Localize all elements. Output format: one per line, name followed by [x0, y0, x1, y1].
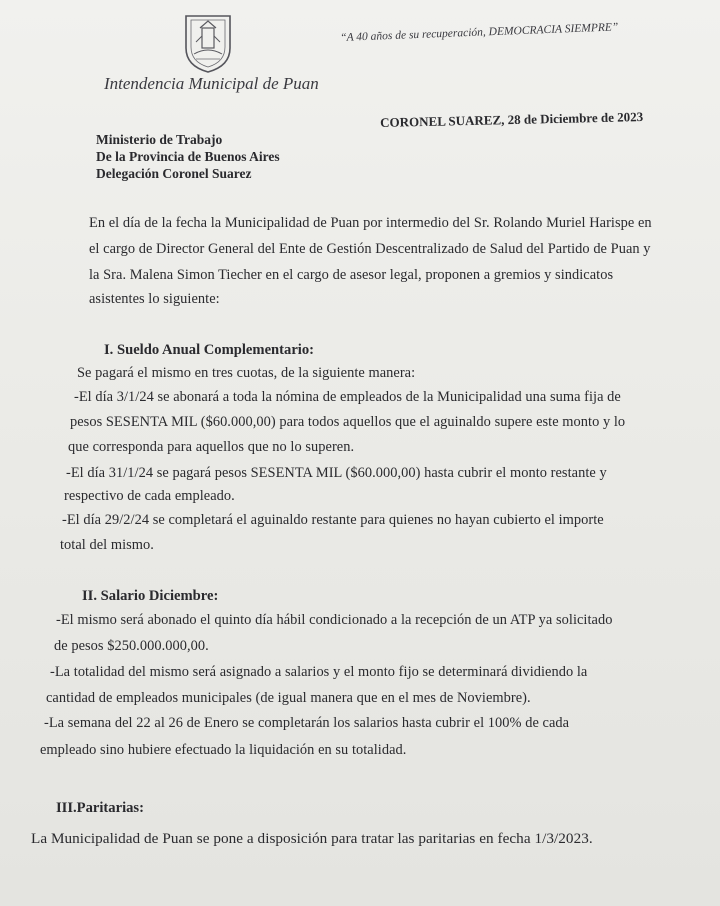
intro-line: En el día de la fecha la Municipalidad de Puan por intermedio del Sr. Rolando Muriel Harispe en — [89, 215, 652, 231]
section-line: que corresponda para aquellos que no lo superen. — [68, 439, 355, 455]
section-line: pesos SESENTA MIL ($60.000,00) para todos aquellos que el aguinaldo supere este monto y lo — [70, 414, 626, 430]
recipient-line: Ministerio de Trabajo — [96, 132, 223, 147]
section-heading: III.Paritarias: — [56, 800, 144, 816]
section-line: -La totalidad del mismo será asignado a salarios y el monto fijo se determinará dividiendo la — [50, 664, 588, 680]
section-line: -El día 29/2/24 se completará el aguinaldo restante para quienes no hayan cubierto el importe — [62, 512, 604, 528]
section-line: La Municipalidad de Puan se pone a disposición para tratar las paritarias en fecha 1/3/2023. — [31, 830, 593, 847]
recipient-line: De la Provincia de Buenos Aires — [96, 149, 280, 164]
section-line: empleado sino hubiere efectuado la liquidación en su totalidad. — [40, 742, 407, 758]
section-line: respectivo de cada empleado. — [64, 488, 235, 504]
section-line: -La semana del 22 al 26 de Enero se completarán los salarios hasta cubrir el 100% de cada — [44, 715, 570, 731]
section-line: Se pagará el mismo en tres cuotas, de la siguiente manera: — [77, 365, 416, 381]
intro-line: la Sra. Malena Simon Tiecher en el cargo de asesor legal, proponen a gremios y sindicatos — [89, 267, 614, 283]
date-line: CORONEL SUAREZ, 28 de Diciembre de 2023 — [380, 109, 644, 130]
intro-line: asistentes lo siguiente: — [89, 291, 220, 307]
section-line: -El mismo será abonado el quinto día hábil condicionado a la recepción de un ATP ya solicitado — [56, 612, 613, 628]
section-line: -El día 31/1/24 se pagará pesos SESENTA MIL ($60.000,00) hasta cubrir el monto restante y — [66, 465, 607, 481]
intro-line: el cargo de Director General del Ente de Gestión Descentralizado de Salud del Partido de Puan y — [89, 241, 651, 257]
section-line: cantidad de empleados municipales (de igual manera que en el mes de Noviembre). — [46, 690, 531, 706]
institution-name: Intendencia Municipal de Puan — [104, 74, 319, 93]
motto: “A 40 años de su recuperación, DEMOCRACIA SIEMPRE” — [340, 21, 619, 44]
section-line: de pesos $250.000.000,00. — [54, 638, 209, 654]
section-line: -El día 3/1/24 se abonará a toda la nómina de empleados de la Municipalidad una suma fija de — [74, 389, 621, 405]
section-heading: I. Sueldo Anual Complementario: — [104, 342, 315, 358]
recipient-line: Delegación Coronel Suarez — [96, 166, 252, 181]
section-heading: II. Salario Diciembre: — [82, 588, 219, 604]
section-line: total del mismo. — [60, 537, 154, 553]
